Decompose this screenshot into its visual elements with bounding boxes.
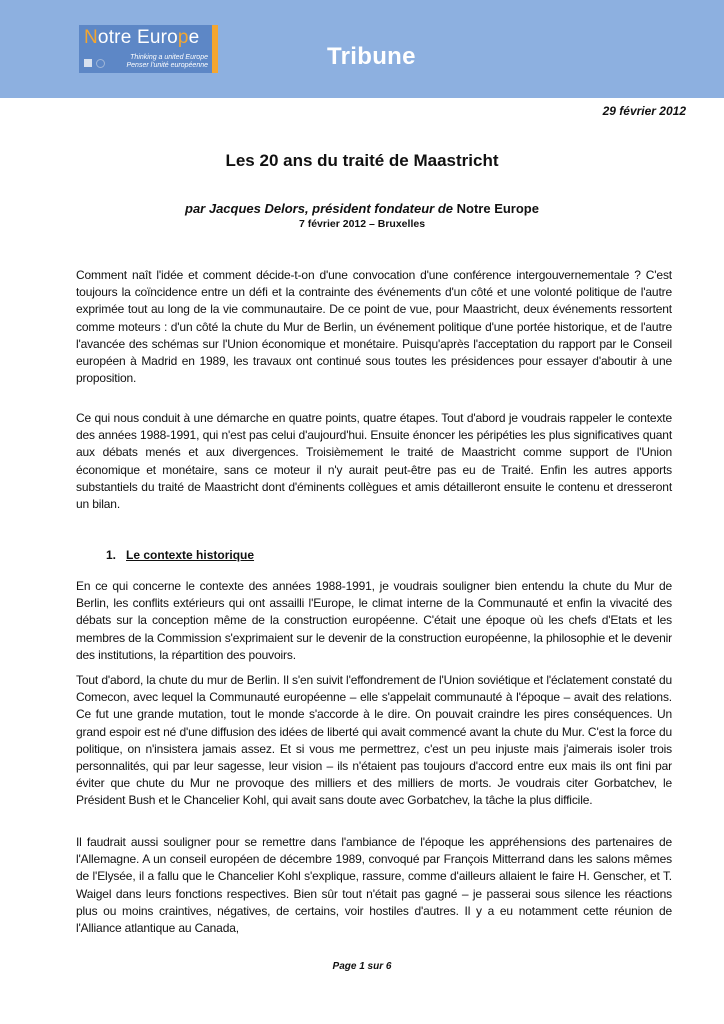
byline-author: par Jacques Delors, président fondateur de (185, 201, 457, 216)
section-label: Le contexte historique (126, 548, 255, 562)
paragraph-intro-1: Comment naît l'idée et comment décide-t-on d'une convocation d'une conférence intergouvernementale ? C'est toujours la coïncidence entre un défi et la contrainte des événements d'un côté et une volonté politique de l'autre exprimée tout au long de la vie communautaire. De ce point de vue, pour Maastricht, deux événements ressortent comme moteurs : d'un côté la chute du Mur de Berlin, un événement politique d'une portée historique, et de l'autre l'avancée des schémas sur l'Union économique et monétaire. Puisqu'après l'acceptation du rapport par le Conseil européen à Madrid en 1989, les travaux ont continué sous toutes les présidences pour essayer d'aboutir à une proposition. (76, 268, 672, 386)
publication-date: 29 février 2012 (602, 104, 686, 118)
section-number: 1. (106, 548, 117, 562)
header-band (0, 0, 724, 98)
paragraph-intro-2: Ce qui nous conduit à une démarche en quatre points, quatre étapes. Tout d'abord je voudrais rappeler le contexte des années 1988-1991, qui n'est pas celui d'aujourd'hui. Ensuite énoncer les péripéties les plus significatives quant aux débats menés et aux divergences. Troisièmement le traité de Maastricht comme support de l'Union économique et monétaire, sans ce moteur il n'y aurait peut-être pas eu de Traité. Enfin les autres apports substantiels du traité de Maastricht dont d'éminents collègues et amis détailleront ensuite le contenu et dresseront un bilan. (76, 411, 672, 512)
document-icon (84, 59, 92, 67)
paragraph-context-2: Tout d'abord, la chute du mur de Berlin. Il s'en suivit l'effondrement de l'Union soviétique et l'éclatement constaté du Comecon, avec lequel la Communauté européenne – elle s'appelait communauté à l'époque – avait des relations. Ce fut une grande mutation, tout le monde s'accorde à le dire. On pouvait craindre les pires conséquences. Un grand espoir est né d'une diffusion des idées de liberté qui avait commencé avant la chute du Mur. C'est la force du politique, on n'insistera jamais assez. Et si vous me permettrez, c'est un peu injuste mais j'aimerais isoler trois personnalités, qui par leur sagesse, leur vision – ils n'étaient pas toujours d'accord entre eux mais ils ont fini par éviter que chute du Mur ne provoque des milliers et des milliers de morts. Je voudrais citer Gorbatchev, le Président Bush et le Chancelier Kohl, qui avait sans doute avec Gorbatchev, la tâche la plus difficile. (76, 673, 672, 808)
paragraph-context-3: Il faudrait aussi souligner pour se remettre dans l'ambiance de l'époque les appréhensions des partenaires de l'Allemagne. A un conseil européen de décembre 1989, convoqué par François Mitterrand dans les salons mêmes de l'Elysée, il a fallu que le Chancelier Kohl s'explique, rassure, comme d'ailleurs allaient le faire H. Genscher, et T. Waigel dans leurs fonctions respectives. Bien sûr tout n'était pas gagné – je passerai sous silence les réactions plus ou moins craintives, négatives, de certains, voir hostiles d'autres. Il y a eu notamment cette réunion de l'Alliance atlantique au Canada, (76, 835, 672, 936)
header-title: Tribune (327, 43, 416, 70)
page-number: Page 1 sur 6 (332, 961, 392, 972)
logo-accent-bar (212, 25, 218, 73)
logo-letter-n: N (84, 27, 98, 48)
byline (0, 201, 724, 216)
logo-name-end: e (188, 27, 200, 48)
logo-letter-p: p (177, 27, 189, 48)
notre-europe-logo (79, 25, 212, 73)
tagline-fr: Penser l'unité européenne (126, 61, 208, 69)
document-title: Les 20 ans du traité de Maastricht (225, 151, 499, 170)
section-heading (106, 548, 254, 562)
logo-tagline (126, 54, 208, 69)
byline-org: Notre Europe (456, 201, 539, 216)
logo-name (84, 27, 199, 49)
logo-name-middle: otre Euro (97, 27, 178, 48)
event-date-location: 7 février 2012 – Bruxelles (298, 218, 426, 230)
circle-icon (96, 59, 105, 68)
tagline-en: Thinking a united Europe (130, 54, 208, 61)
paragraph-context-1: En ce qui concerne le contexte des années 1988-1991, je voudrais souligner bien entendu la chute du Mur de Berlin, les conflits extérieurs qui ont assailli l'Europe, le climat interne de la Communauté et enfin la vivacité des débats sur la conception même de la construction européenne. C'était une époque où les chefs d'Etats et les membres de la Commission s'exprimaient sur le devenir de la construction européenne, la philosophie et le devenir des institutions, la répartition des pouvoirs. (76, 579, 672, 662)
